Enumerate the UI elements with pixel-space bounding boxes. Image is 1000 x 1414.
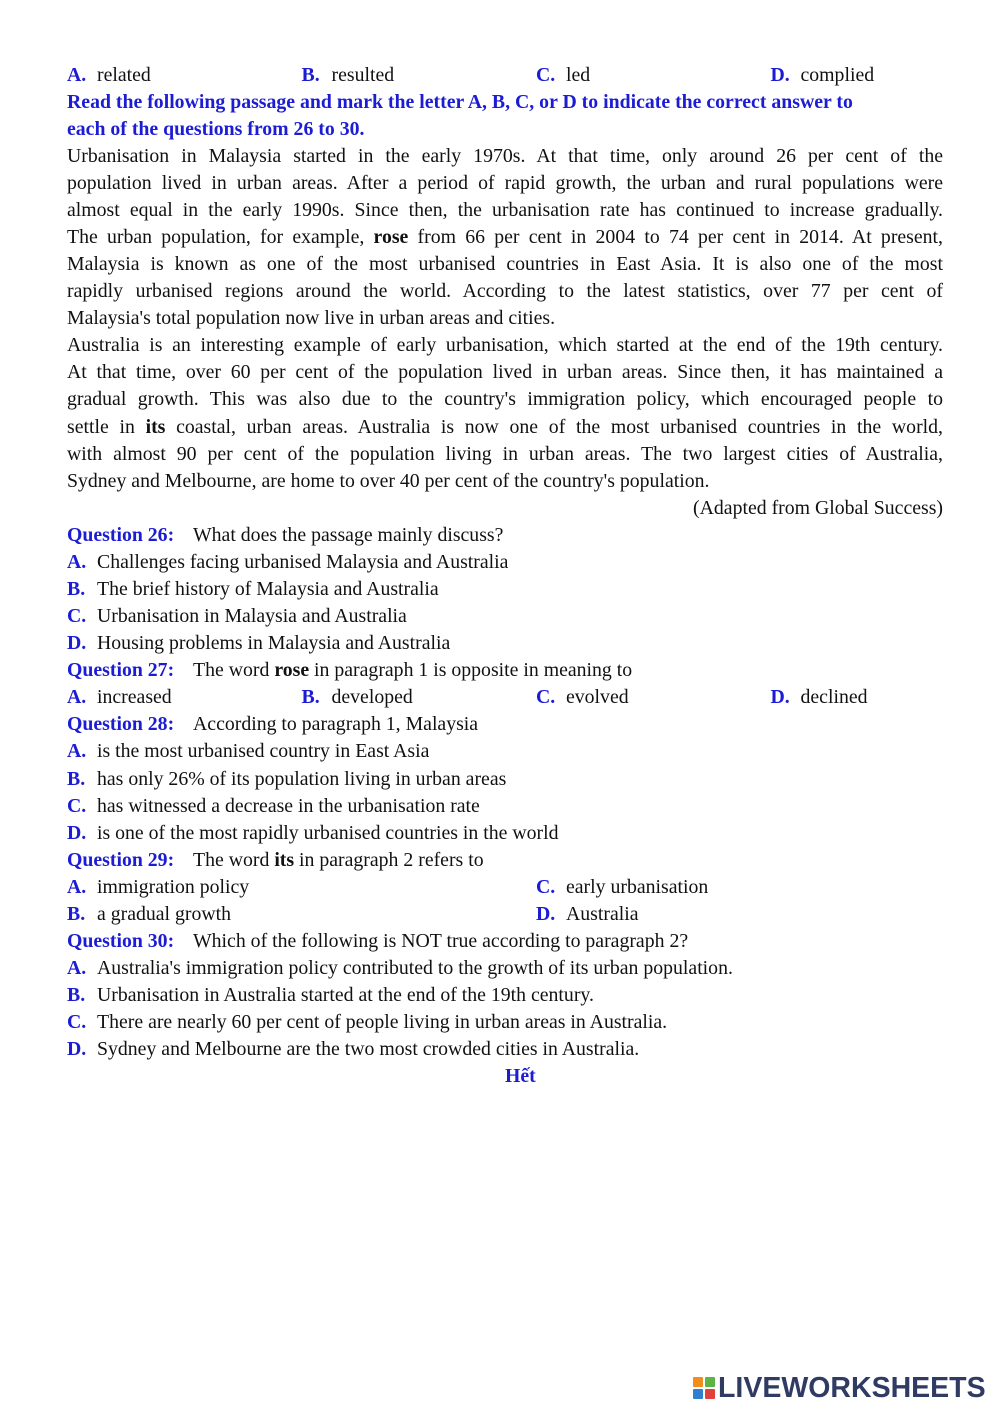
answer-option-c — [536, 684, 771, 711]
options-row — [67, 874, 943, 901]
end-marker: Hết — [505, 1065, 536, 1088]
option-text: Urbanisation in Malaysia and Australia — [97, 605, 407, 628]
question-text: The word — [193, 848, 275, 871]
passage-line: Malaysia's total population now live in urban areas and cities. — [67, 307, 556, 330]
keyword-rose: rose — [274, 659, 310, 682]
options-row — [67, 901, 943, 928]
answer-option-c — [67, 1009, 943, 1036]
question-text: The word — [193, 659, 275, 682]
option-letter: B. — [67, 767, 86, 790]
answer-option-b — [67, 766, 943, 793]
option-letter: A. — [67, 740, 87, 763]
answer-option-a — [67, 955, 943, 982]
answer-option-b — [67, 576, 943, 603]
question-stem — [67, 711, 943, 738]
question-stem — [67, 847, 943, 874]
answer-option-a — [67, 62, 302, 89]
answer-option-d — [67, 630, 943, 657]
option-text: a gradual growth — [97, 902, 232, 925]
option-text: Australia's immigration policy contributed to the growth of its urban population. — [97, 957, 733, 980]
option-letter: C. — [536, 63, 556, 86]
question-26 — [67, 522, 943, 657]
answer-option-a — [67, 874, 536, 901]
answer-option-c — [536, 62, 771, 89]
passage-line: rapidly urbanised regions around the world. According to the latest statistics, over 77 per cent of — [67, 280, 943, 303]
passage-line: Urbanisation in Malaysia started in the early 1970s. At that time, only around 26 per cent of the — [67, 144, 943, 167]
option-text: complied — [800, 63, 875, 86]
option-letter: C. — [67, 1011, 87, 1034]
option-letter: A. — [67, 550, 87, 573]
liveworksheets-logo-text: LIVEWORKSHEETS — [718, 1372, 986, 1404]
question-text: in paragraph 1 is opposite in meaning to — [309, 659, 633, 682]
option-text: developed — [331, 686, 413, 709]
passage-line: Australia is an interesting example of early urbanisation, which started at the end of the 19th century. — [67, 334, 943, 357]
passage-line: population lived in urban areas. After a period of rapid growth, the urban and rural populations were — [67, 171, 943, 194]
keyword-its: its — [145, 415, 166, 438]
option-text: Sydney and Melbourne are the two most crowded cities in Australia. — [97, 1038, 640, 1061]
option-text: has witnessed a decrease in the urbanisation rate — [97, 794, 480, 817]
passage-line: At that time, over 60 per cent of the population lived in urban areas. Since then, it has maintained a — [67, 361, 943, 384]
answer-option-d — [536, 901, 943, 928]
answer-option-c — [536, 874, 943, 901]
question-stem — [67, 657, 943, 684]
answer-option-a — [67, 738, 943, 765]
passage-line — [67, 224, 943, 251]
worksheet-page — [67, 62, 943, 1091]
option-text: immigration policy — [97, 875, 250, 898]
option-text: declined — [800, 686, 868, 709]
option-text: early urbanisation — [566, 875, 709, 898]
option-text: Urbanisation in Australia started at the end of the 19th century. — [97, 984, 594, 1007]
passage-line: with almost 90 per cent of the population living in urban areas. The two largest cities of Australia, — [67, 442, 943, 465]
answer-option-c — [67, 793, 943, 820]
option-letter: D. — [770, 686, 790, 709]
option-letter: A. — [67, 875, 87, 898]
answer-option-b — [67, 982, 943, 1009]
liveworksheets-logo-icon — [693, 1377, 715, 1399]
question-label: Question 27: — [67, 659, 175, 682]
option-letter: D. — [67, 1038, 87, 1061]
option-letter: B. — [67, 984, 86, 1007]
answer-option-d — [67, 820, 943, 847]
question-29 — [67, 847, 943, 928]
answer-option-d — [67, 1036, 943, 1063]
passage-paragraph-1 — [67, 143, 943, 333]
answer-option-b — [302, 62, 537, 89]
option-letter: A. — [67, 686, 87, 709]
question-28 — [67, 711, 943, 846]
option-letter: D. — [536, 902, 556, 925]
question-label: Question 28: — [67, 713, 175, 736]
answer-option-a — [67, 684, 302, 711]
option-letter: C. — [67, 794, 87, 817]
option-letter: D. — [67, 632, 87, 655]
passage-source: (Adapted from Global Success) — [693, 496, 943, 519]
option-letter: C. — [67, 605, 87, 628]
option-letter: D. — [67, 821, 87, 844]
option-letter: A. — [67, 63, 87, 86]
option-letter: C. — [536, 875, 556, 898]
question-label: Question 26: — [67, 523, 175, 546]
option-text: resulted — [331, 63, 395, 86]
instruction-line: each of the questions from 26 to 30. — [67, 117, 365, 140]
previous-question-options — [67, 62, 943, 89]
option-text: Australia — [566, 902, 639, 925]
option-text: Housing problems in Malaysia and Australia — [97, 632, 451, 655]
answer-option-c — [67, 603, 943, 630]
option-letter: C. — [536, 686, 556, 709]
option-letter: B. — [301, 63, 320, 86]
option-text: is one of the most rapidly urbanised countries in the world — [97, 821, 559, 844]
passage-line: Malaysia is known as one of the most urbanised countries in East Asia. It is also one of the most — [67, 253, 943, 276]
passage-text: settle in — [67, 415, 146, 438]
question-27 — [67, 657, 943, 711]
answer-option-b — [302, 684, 537, 711]
answer-option-b — [67, 901, 536, 928]
question-text: According to paragraph 1, Malaysia — [193, 713, 479, 736]
question-label: Question 29: — [67, 848, 175, 871]
passage-paragraph-2 — [67, 332, 943, 494]
answer-option-d — [771, 62, 943, 89]
passage-text: The urban population, for example, — [67, 225, 374, 248]
option-text: has only 26% of its population living in urban areas — [97, 767, 507, 790]
keyword-its: its — [274, 848, 295, 871]
passage-line: almost equal in the early 1990s. Since then, the urbanisation rate has continued to increase gradually. — [67, 198, 943, 221]
option-text: There are nearly 60 per cent of people living in urban areas in Australia. — [97, 1011, 668, 1034]
passage-text: from 66 per cent in 2004 to 74 per cent in 2014. At present, — [408, 225, 943, 248]
question-text: in paragraph 2 refers to — [294, 848, 484, 871]
option-letter: B. — [67, 577, 86, 600]
question-30 — [67, 928, 943, 1063]
reading-instruction — [67, 89, 943, 143]
passage-text: coastal, urban areas. Australia is now one of the most urbanised countries in the world, — [165, 415, 943, 438]
liveworksheets-logo[interactable] — [693, 1370, 986, 1406]
question-stem — [67, 928, 943, 955]
answer-option-a — [67, 549, 943, 576]
option-text: related — [97, 63, 151, 86]
question-text: What does the passage mainly discuss? — [193, 523, 504, 546]
options-row — [67, 684, 943, 711]
question-label: Question 30: — [67, 930, 175, 952]
option-letter: D. — [770, 63, 790, 86]
passage-line: Sydney and Melbourne, are home to over 40 per cent of the country's population. — [67, 469, 710, 492]
answer-option-d — [771, 684, 943, 711]
question-text: Which of the following is NOT true according to paragraph 2? — [193, 930, 689, 952]
question-stem — [67, 522, 943, 549]
passage-line: gradual growth. This was also due to the country's immigration policy, which encouraged people to — [67, 388, 943, 411]
option-letter: A. — [67, 957, 87, 980]
passage-line — [67, 414, 943, 441]
option-letter: B. — [67, 902, 86, 925]
option-text: led — [566, 63, 591, 86]
instruction-line: Read the following passage and mark the letter A, B, C, or D to indicate the correct answer to — [67, 90, 853, 113]
keyword-rose: rose — [373, 225, 409, 248]
option-text: is the most urbanised country in East Asia — [97, 740, 430, 763]
option-text: increased — [97, 686, 172, 709]
option-letter: B. — [301, 686, 320, 709]
option-text: evolved — [566, 686, 629, 709]
option-text: Challenges facing urbanised Malaysia and Australia — [97, 550, 509, 573]
option-text: The brief history of Malaysia and Australia — [97, 577, 439, 600]
